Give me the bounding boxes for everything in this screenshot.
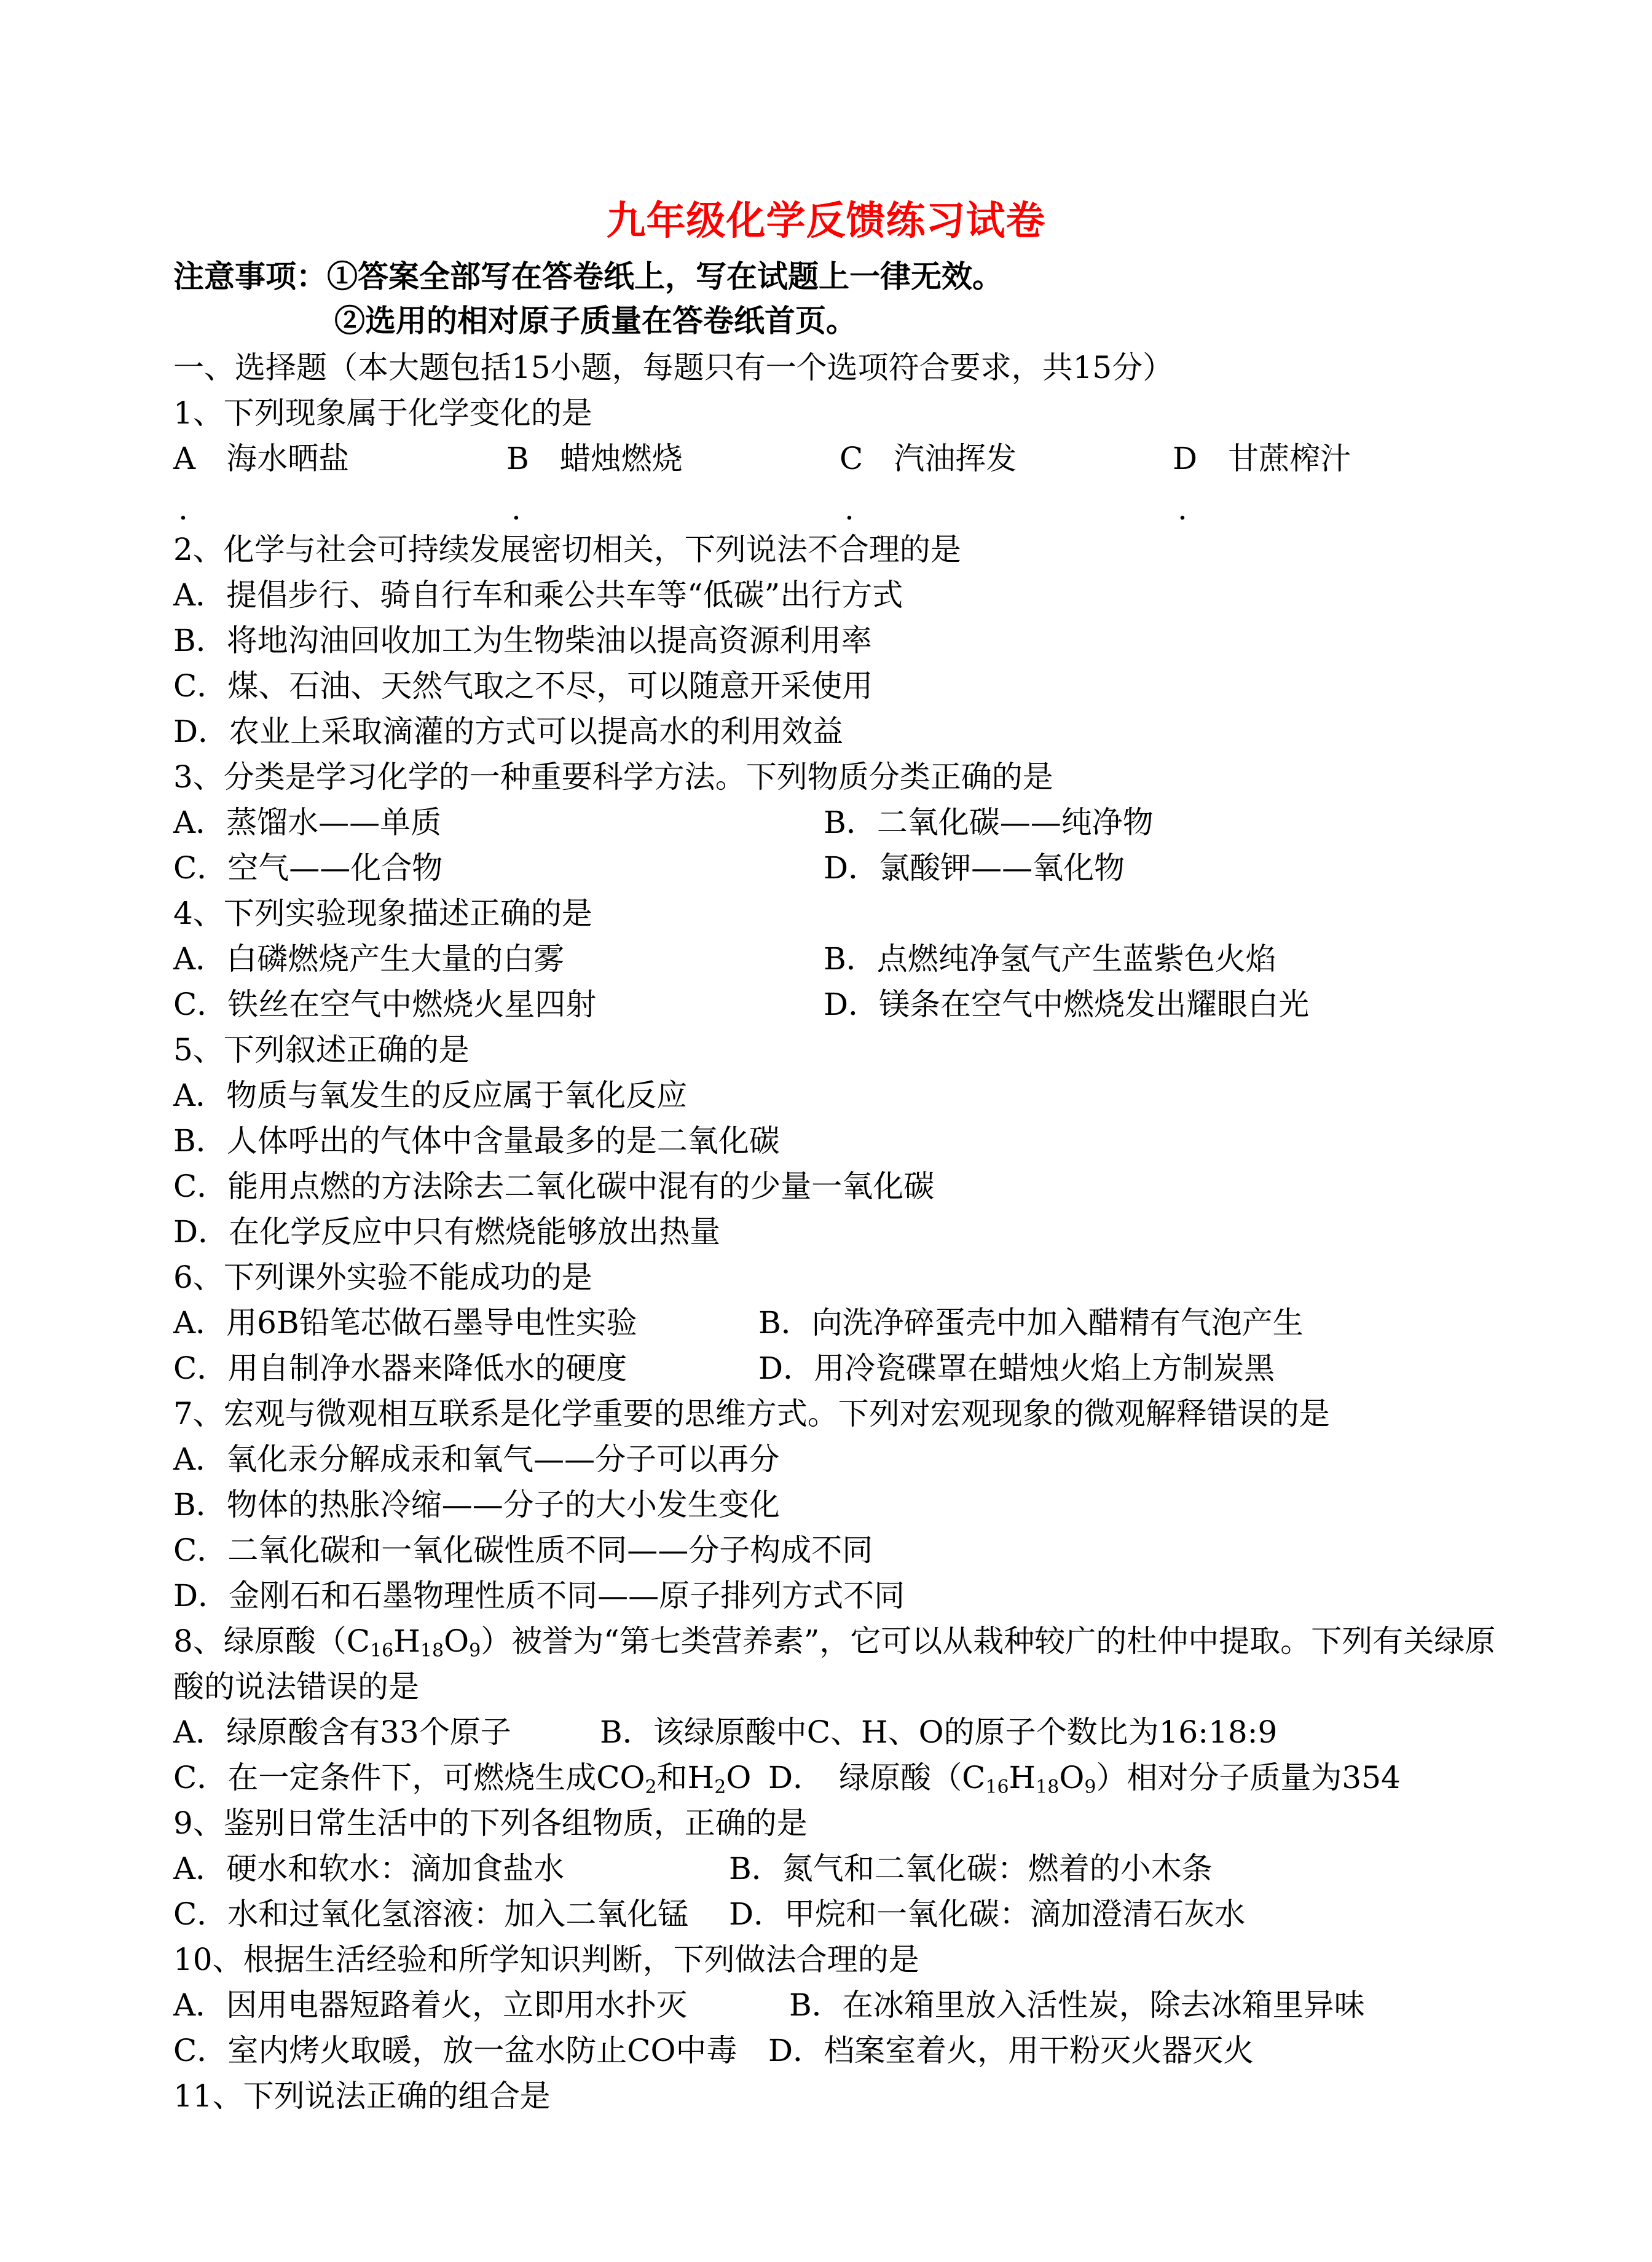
question-5-stem: 5、下列叙述正确的是 <box>173 1032 470 1068</box>
question-6-option-d: D．用冷瓷碟罩在蜡烛火焰上方制炭黑 <box>758 1350 1275 1386</box>
question-9-option-d: D．甲烷和一氧化碳：滴加澄清石灰水 <box>729 1896 1246 1932</box>
question-9-option-c: C．水和过氧化氢溶液：加入二氧化锰 <box>173 1896 689 1932</box>
question-11-stem: 11、下列说法正确的组合是 <box>173 2078 551 2114</box>
question-5-option-a: A．物质与氧发生的反应属于氧化反应 <box>173 1078 688 1113</box>
question-9-option-b: B．氮气和二氧化碳：燃着的小木条 <box>729 1851 1213 1886</box>
question-6-stem: 6、下列课外实验不能成功的是 <box>173 1259 592 1295</box>
question-6-option-b: B．向洗净碎蛋壳中加入醋精有气泡产生 <box>758 1305 1304 1341</box>
notice-line-2: ②选用的相对原子质量在答卷纸首页。 <box>334 302 857 339</box>
question-1-stem: 1、下列现象属于化学变化的是 <box>173 395 592 431</box>
question-10-option-d: D．档案室着火，用干粉灭火器灭火 <box>768 2033 1254 2068</box>
notice-line-1: 注意事项：①答案全部写在答卷纸上，写在试题上一律无效。 <box>173 258 1003 294</box>
question-7-stem: 7、宏观与微观相互联系是化学重要的思维方式。下列对宏观现象的微观解释错误的是 <box>173 1396 1330 1432</box>
question-8-stem: 8、绿原酸$(C_{16}H_{18}O_9)$被誉为“第七类营养素”，它可以从栽种较广的杜仲中提取。下列有关绿原 <box>173 1623 1496 1661</box>
question-3-option-b: B．二氧化碳——纯净物 <box>824 805 1154 840</box>
question-2-option-c: C．煤、石油、天然气取之不尽，可以随意开采使用 <box>173 668 873 704</box>
question-5-option-c: C．能用点燃的方法除去二氧化碳中混有的少量一氧化碳 <box>173 1168 935 1204</box>
question-10-option-c: C．室内烤火取暖，放一盆水防止CO中毒 <box>173 2033 738 2068</box>
question-3-option-a: A．蒸馏水——单质 <box>173 805 442 840</box>
question-8-stem-continued: 酸的说法错误的是 <box>173 1669 419 1704</box>
page-title: 九年级化学反馈练习试卷 <box>606 198 1046 244</box>
question-4-option-b: B．点燃纯净氢气产生蓝紫色火焰 <box>824 941 1276 977</box>
question-4-option-d: D．镁条在空气中燃烧发出耀眼白光 <box>824 987 1310 1022</box>
question-7-option-d: D．金刚石和石墨物理性质不同——原子排列方式不同 <box>173 1578 905 1614</box>
question-7-option-b: B．物体的热胀冷缩——分子的大小发生变化 <box>173 1487 780 1523</box>
question-8-option-b: B．该绿原酸中C、H、O的原子个数比为16:18:9 <box>600 1714 1278 1750</box>
question-7-option-a: A．氧化汞分解成汞和氧气——分子可以再分 <box>173 1441 780 1477</box>
question-2-stem: 2、化学与社会可持续发展密切相关，下列说法不合理的是 <box>173 532 961 567</box>
question-6-option-a: A．用6B铅笔芯做石墨导电性实验 <box>173 1305 637 1341</box>
option-dot: . <box>844 491 854 527</box>
option-dot: . <box>511 491 521 527</box>
question-1-option-a: A 海水晒盐 <box>173 441 350 476</box>
question-1-option-b: B 蜡烛燃烧 <box>506 441 683 476</box>
question-8-option-d: D． 绿原酸$(C_{16}H_{18}O_9)$相对分子质量为354 <box>768 1760 1401 1798</box>
question-7-option-c: C．二氧化碳和一氧化碳性质不同——分子构成不同 <box>173 1532 873 1568</box>
question-3-option-d: D．氯酸钾——氧化物 <box>824 850 1125 886</box>
question-9-stem: 9、鉴别日常生活中的下列各组物质，正确的是 <box>173 1805 808 1841</box>
question-2-option-a: A．提倡步行、骑自行车和乘公共车等“低碳”出行方式 <box>173 577 903 613</box>
question-6-option-c: C．用自制净水器来降低水的硬度 <box>173 1350 627 1386</box>
question-5-option-d: D．在化学反应中只有燃烧能够放出热量 <box>173 1214 721 1250</box>
option-dot: . <box>1178 491 1187 527</box>
question-4-stem: 4、下列实验现象描述正确的是 <box>173 896 592 931</box>
question-9-option-a: A．硬水和软水：滴加食盐水 <box>173 1851 565 1886</box>
question-1-option-c: C 汽油挥发 <box>840 441 1017 476</box>
question-10-option-b: B．在冰箱里放入活性炭，除去冰箱里异味 <box>789 1987 1365 2023</box>
question-2-option-d: D．农业上采取滴灌的方式可以提高水的利用效益 <box>173 714 844 749</box>
question-3-option-c: C．空气——化合物 <box>173 850 443 886</box>
question-8-option-a: A．绿原酸含有33个原子 <box>173 1714 511 1750</box>
section-heading: 一、选择题（本大题包括15小题，每题只有一个选项符合要求，共15分） <box>173 350 1174 385</box>
question-1-option-d: D 甘蔗榨汁 <box>1173 441 1351 476</box>
question-4-option-a: A．白磷燃烧产生大量的白雾 <box>173 941 565 977</box>
question-10-stem: 10、根据生活经验和所学知识判断，下列做法合理的是 <box>173 1942 919 1977</box>
question-3-stem: 3、分类是学习化学的一种重要科学方法。下列物质分类正确的是 <box>173 759 1053 795</box>
question-2-option-b: B．将地沟油回收加工为生物柴油以提高资源利用率 <box>173 623 872 658</box>
question-10-option-a: A．因用电器短路着火，立即用水扑灭 <box>173 1987 688 2023</box>
question-4-option-c: C．铁丝在空气中燃烧火星四射 <box>173 987 597 1022</box>
question-5-option-b: B．人体呼出的气体中含量最多的是二氧化碳 <box>173 1123 780 1159</box>
question-8-option-c: C．在一定条件下，可燃烧生成$CO_2$和$H_2O$ <box>173 1760 752 1798</box>
option-dot: . <box>178 491 188 527</box>
